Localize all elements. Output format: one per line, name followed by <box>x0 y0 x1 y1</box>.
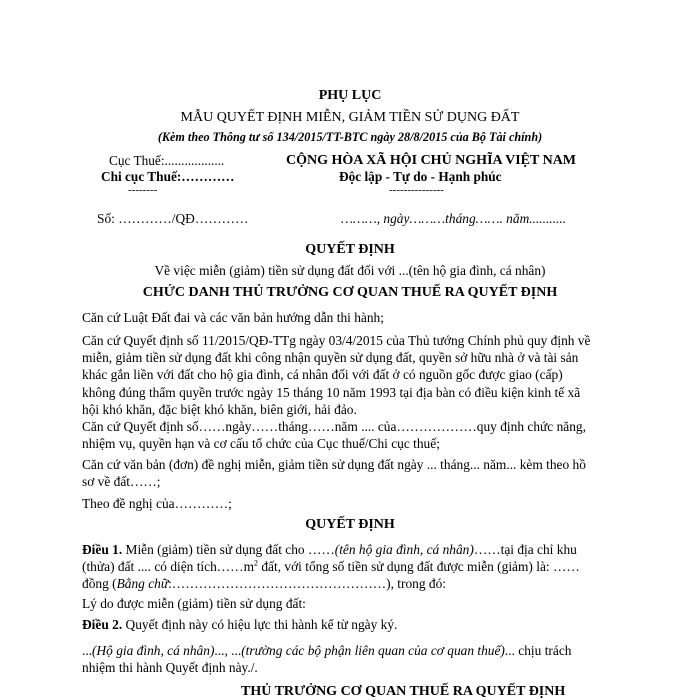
article-1-superscript: 2 <box>254 558 258 568</box>
responsibility-italic-1: (Hộ gia đình, cá nhân) <box>92 643 215 658</box>
reason-line: Lý do được miễn (giảm) tiền sử dụng đất: <box>82 596 306 611</box>
responsibility-clause <box>82 642 594 676</box>
article-1-text-3: đất, với tổng số tiền sử dụng đất được miễn (giảm) là: …… đồng ( <box>82 559 580 592</box>
responsibility-text-1: ... <box>82 643 93 658</box>
recital-agency-decision: Căn cứ Quyết định số……ngày……tháng……năm .... của………………quy định chức năng, nhiệm vụ, quyền hạn và cơ cấu tổ chức của Cục thuế/Chi cục thuế; <box>82 419 586 452</box>
article-2-text: Quyết định này có hiệu lực thi hành kể từ ngày ký. <box>122 617 398 632</box>
article-1-text-2: ……tại địa chỉ khu (thửa) đất .... có diện tích……m <box>82 542 577 575</box>
sub-agency-label: Chi cục Thuế:………… <box>101 169 235 184</box>
article-2-label: Điều 2. <box>82 617 123 632</box>
article-1-italic-1: (tên hộ gia đình, cá nhân) <box>334 542 474 557</box>
article-2 <box>82 617 397 633</box>
article-1 <box>82 541 594 593</box>
decision-heading-2: QUYẾT ĐỊNH <box>305 517 395 532</box>
recital-decision-11: Căn cứ Quyết định số 11/2015/QĐ-TTg ngày 03/4/2015 của Thủ tướng Chính phủ quy định về miễn, giảm tiền sử dụng đất khi công nhận quyền sử dụng đất, quyền sở hữu nhà ở và tài sản khác gắn liền với đất cho hộ gia đình, cá nhân đối với đất ở có nguồn gốc được giao (cấp) không đúng thẩm quyền trước ngày 15 tháng 10 năm 1993 tại địa bàn có điều kiện kinh tế xã hội khó khăn, đặc biệt khó khăn, biên giới, hải đảo. <box>82 333 591 417</box>
left-divider: -------- <box>128 184 158 196</box>
article-1-label: Điều 1. <box>82 542 123 557</box>
responsibility-italic-2: (trường các bộ phận liên quan của cơ quan thuế) <box>241 643 505 658</box>
date-line: ………, ngày………tháng……. năm........... <box>341 211 567 226</box>
article-1-italic-2: Bằng chữ <box>116 576 169 592</box>
recital-request: Căn cứ văn bản (đơn) đề nghị miễn, giảm tiền sử dụng đất ngày ... tháng... năm... kèm theo hồ sơ về đất……; <box>82 457 586 490</box>
responsibility-text-2: ..., ... <box>214 643 242 658</box>
decision-heading: QUYẾT ĐỊNH <box>305 242 395 257</box>
recital-proposal: Theo đề nghị của…………; <box>82 496 232 511</box>
authority-heading: CHỨC DANH THỦ TRƯỞNG CƠ QUAN THUẾ RA QUYẾT ĐỊNH <box>142 285 558 300</box>
decision-subject: Về việc miễn (giảm) tiền sử dụng đất đối với ...(tên hộ gia đình, cá nhân) <box>154 263 546 278</box>
article-1-text-1: Miễn (giảm) tiền sử dụng đất cho …… <box>122 542 335 557</box>
national-motto: Độc lập - Tự do - Hạnh phúc <box>339 169 502 184</box>
recital-land-law: Căn cứ Luật Đất đai và các văn bản hướng dẫn thi hành; <box>82 310 384 325</box>
decision-number: Số: …………/QĐ………… <box>97 211 249 226</box>
nation-name: CỘNG HÒA XÃ HỘI CHỦ NGHĨA VIỆT NAM <box>286 153 577 168</box>
agency-label: Cục Thuế:.................. <box>109 153 225 168</box>
right-divider: --------------- <box>389 184 444 196</box>
attached-note: (Kèm theo Thông tư số 134/2015/TT-BTC ngày 28/8/2015 của Bộ Tài chính) <box>157 130 543 144</box>
signature-heading: THỦ TRƯỞNG CƠ QUAN THUẾ RA QUYẾT ĐỊNH <box>241 684 566 699</box>
article-1-text-4: :…………………………………………), trong đó: <box>168 576 447 592</box>
appendix-title: PHỤ LỤC <box>318 88 382 103</box>
responsibility-text-3: ... chịu trách nhiệm thi hành Quyết định này./. <box>82 643 572 676</box>
form-title: MẪU QUYẾT ĐỊNH MIỄN, GIẢM TIỀN SỬ DỤNG ĐẤT <box>180 110 520 125</box>
